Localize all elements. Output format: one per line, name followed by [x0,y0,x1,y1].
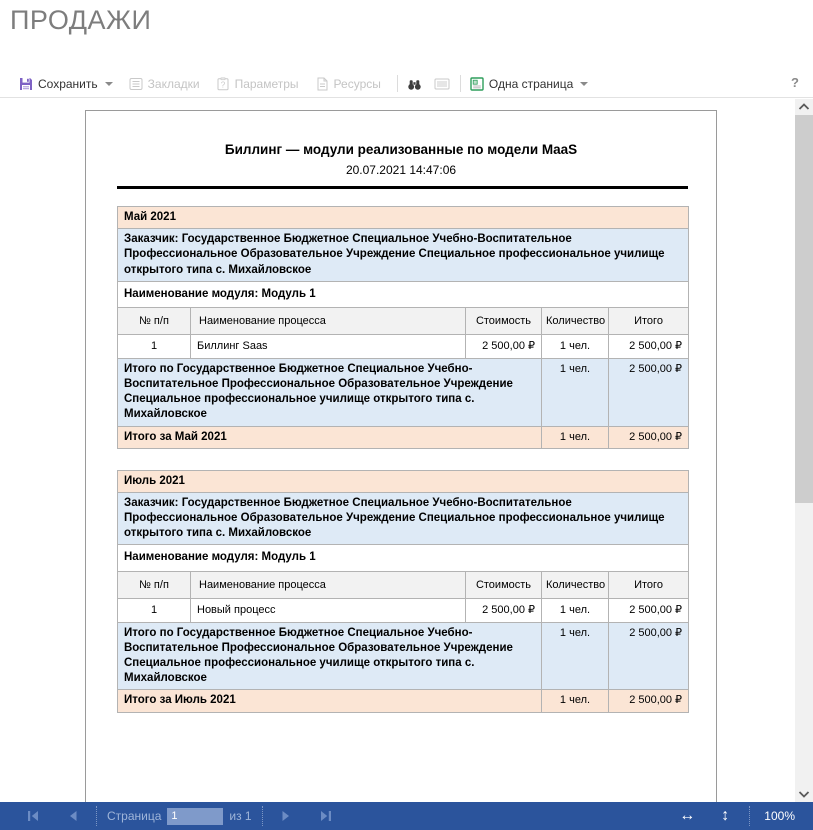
save-button[interactable] [19,77,113,91]
module-label: Наименование модуля: Модуль 1 [118,281,689,307]
column-header-row [118,307,689,335]
customer-total-label: Итого по Государственное Бюджетное Специальное Учебно-Воспитательное Профессиональное Образовательное Учреждение Специальное профессиональное училище открытого типа с. Михайловское [118,622,542,690]
month-total-row [118,690,689,712]
fit-height-button[interactable]: ↕ [721,807,730,824]
report-table-july [117,470,689,713]
page-number-input[interactable] [167,808,223,825]
col-header-total: Итого [609,571,689,599]
cell-cost: 2 500,00 ₽ [466,599,542,623]
customer-total-sum: 2 500,00 ₽ [609,358,689,426]
vertical-scrollbar[interactable] [795,99,813,802]
module-row [118,545,689,571]
col-header-process: Наименование процесса [191,307,466,335]
save-dropdown-caret[interactable] [105,82,113,86]
cell-total: 2 500,00 ₽ [609,335,689,359]
customer-row [118,492,689,545]
save-icon [19,77,33,91]
customer-total-row [118,622,689,690]
resources-label: Ресурсы [333,76,381,91]
last-page-button[interactable] [313,806,339,826]
one-page-label: Одна страница [488,76,574,91]
page-label: Страница [107,809,162,823]
month-header-row [118,207,689,229]
customer-label: Заказчик: Государственное Бюджетное Специальное Учебно-Воспитательное Профессиональное Образовательное Учреждение Специальное профессиональное училище открытого типа с. Михайловское [118,492,689,545]
month-label: Май 2021 [118,207,689,229]
col-header-total: Итого [609,307,689,335]
parameters-button[interactable] [216,77,299,91]
col-header-qty: Количество [542,571,609,599]
one-page-dropdown-caret[interactable] [580,82,588,86]
customer-total-row [118,358,689,426]
cell-total: 2 500,00 ₽ [609,599,689,623]
report-viewport [0,99,795,802]
page-count-label: из 1 [229,809,252,823]
month-total-sum: 2 500,00 ₽ [609,426,689,448]
col-header-cost: Стоимость [466,307,542,335]
resources-icon [315,77,329,91]
preview-icon [434,77,450,91]
module-label: Наименование модуля: Модуль 1 [118,545,689,571]
col-header-num: № п/п [118,571,191,599]
table-row [118,335,689,359]
month-total-label: Итого за Июль 2021 [118,690,542,712]
month-total-qty: 1 чел. [542,690,609,712]
cell-process: Биллинг Saas [191,335,466,359]
customer-label: Заказчик: Государственное Бюджетное Специальное Учебно-Воспитательное Профессиональное Образовательное Учреждение Специальное профессиональное училище открытого типа с. Михайловское [118,229,689,282]
bookmarks-button[interactable] [129,77,200,91]
parameters-icon [216,77,230,91]
one-page-button[interactable] [470,77,588,91]
cell-qty: 1 чел. [542,335,609,359]
scroll-up-button[interactable] [795,99,813,115]
report-datetime: 20.07.2021 14:47:06 [345,163,457,177]
toolbar-separator [460,75,461,92]
cell-num: 1 [118,599,191,623]
page-title: ПРОДАЖИ [10,5,152,35]
fit-width-button[interactable]: ↔ [679,807,696,824]
statusbar-separator [262,806,263,826]
month-total-row [118,426,689,448]
table-row [118,599,689,623]
scrollbar-thumb[interactable] [795,115,813,503]
cell-process: Новый процесс [191,599,466,623]
toolbar [0,70,813,98]
customer-row [118,229,689,282]
section-gap [86,449,716,470]
report-page [85,110,717,830]
status-bar [0,802,813,830]
month-header-row [118,470,689,492]
title-underline [117,186,688,189]
svg-text:?: ? [220,80,225,89]
scroll-down-button[interactable] [795,786,813,802]
toolbar-separator [397,75,398,92]
report-title: Биллинг — модули реализованные по модели MaaS [224,142,578,157]
month-total-label: Итого за Май 2021 [118,426,542,448]
parameters-label: Параметры [234,76,299,91]
first-page-button[interactable] [20,806,46,826]
col-header-qty: Количество [542,307,609,335]
col-header-process: Наименование процесса [191,571,466,599]
col-header-cost: Стоимость [466,571,542,599]
bookmarks-icon [129,77,143,91]
previous-page-button[interactable] [60,806,86,826]
cell-qty: 1 чел. [542,599,609,623]
one-page-icon [470,77,484,91]
month-total-sum: 2 500,00 ₽ [609,690,689,712]
save-label: Сохранить [38,76,98,91]
zoom-level-button[interactable]: 100% [764,809,795,823]
column-header-row [118,571,689,599]
month-label: Июль 2021 [118,470,689,492]
module-row [118,281,689,307]
help-button[interactable]: ? [791,75,799,90]
bookmarks-label: Закладки [147,76,200,91]
customer-total-label: Итого по Государственное Бюджетное Специальное Учебно-Воспитательное Профессиональное Образовательное Учреждение Специальное профессиональное училище открытого типа с. Михайловское [118,358,542,426]
cell-cost: 2 500,00 ₽ [466,335,542,359]
customer-total-qty: 1 чел. [542,622,609,690]
cell-num: 1 [118,335,191,359]
preview-button[interactable] [434,77,450,91]
customer-total-qty: 1 чел. [542,358,609,426]
next-page-button[interactable] [273,806,299,826]
statusbar-separator [96,806,97,826]
binoculars-icon [407,77,422,91]
report-table-may [117,206,689,449]
customer-total-sum: 2 500,00 ₽ [609,622,689,690]
resources-button[interactable] [315,77,381,91]
col-header-num: № п/п [118,307,191,335]
find-button[interactable] [407,77,422,91]
statusbar-separator [749,806,750,826]
month-total-qty: 1 чел. [542,426,609,448]
